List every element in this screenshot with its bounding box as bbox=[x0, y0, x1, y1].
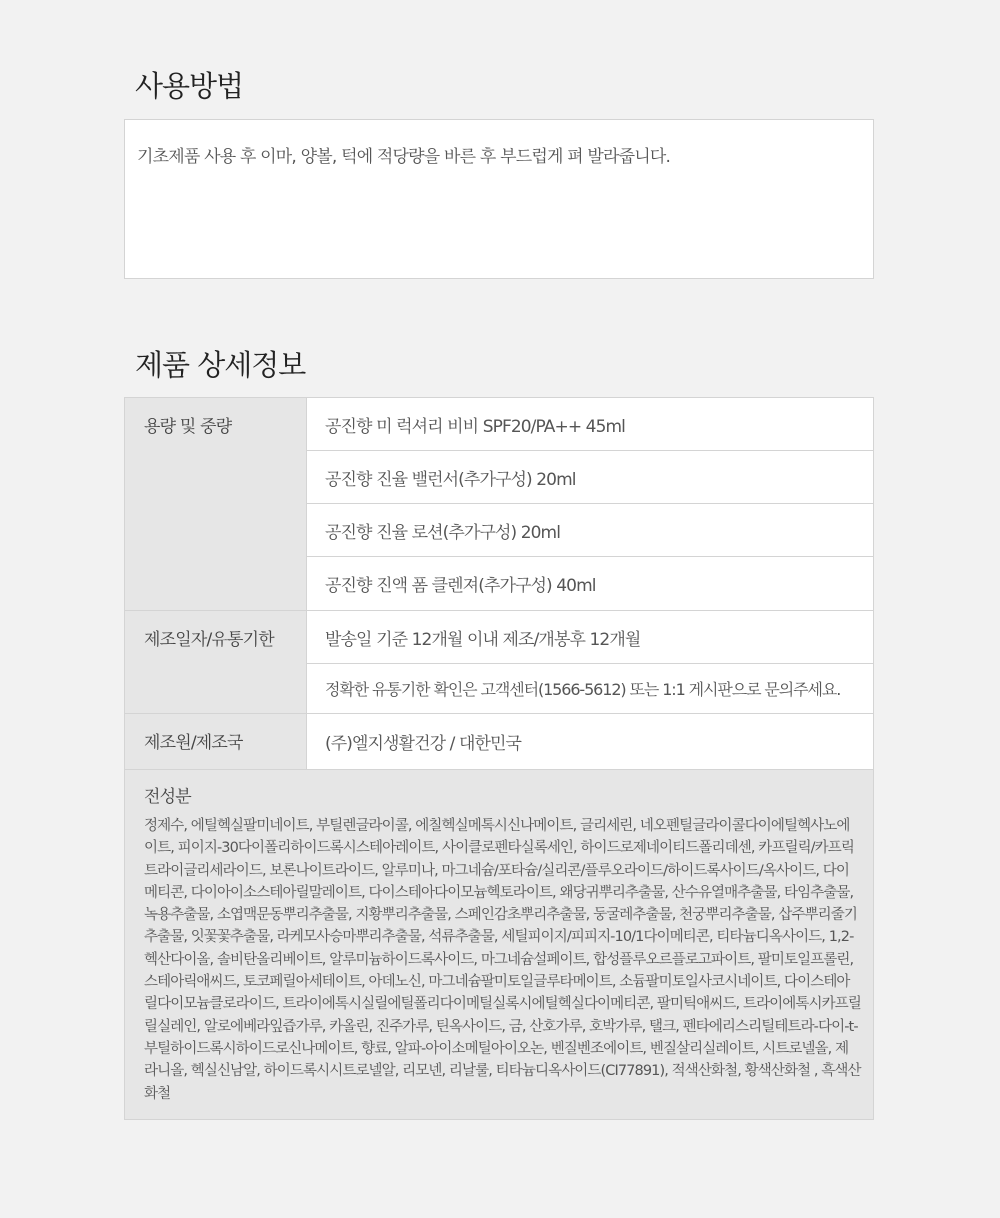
usage-title: 사용방법 bbox=[135, 69, 244, 103]
table-row-manufacturer bbox=[125, 714, 873, 770]
ingredients-section bbox=[125, 770, 873, 1119]
ingredients-title: 전성분 bbox=[144, 787, 191, 807]
value-cell: 발송일 기준 12개월 이내 제조/개봉후 12개월 bbox=[307, 611, 873, 664]
value-cell: 공진향 진율 로션(추가구성) 20ml bbox=[307, 504, 873, 557]
row-values bbox=[307, 714, 873, 769]
table-row-volume bbox=[125, 398, 873, 611]
detail-table bbox=[124, 397, 874, 1120]
usage-box bbox=[124, 119, 874, 279]
value-cell: 공진향 진율 밸런서(추가구성) 20ml bbox=[307, 451, 873, 504]
table-row-expiry bbox=[125, 611, 873, 714]
ingredients-text: 정제수, 에틸헥실팔미네이트, 부틸렌글라이콜, 에칠헥실메톡시신나메이트, 글리세린, 네오펜틸글라이콜다이에틸헥사노에이트, 피이지-30다이폴리하이드록시스테아레이트, 사이클로펜타실록세인, 하이드로제네이티드폴리데센, 카프릴릭/카프릭트라이글리세라이드, 보론나이트라이드, 알루미나, 마그네슘/포타슘/실리콘/플루오라이드/하이드록사이드/옥사이드, 다이메티콘, 다이아이소스테아릴말레이트, 다이스테아다이모늄헥토라이트, 왜당귀뿌리추출물, 산수유열매추출물, 타임추출물, 녹용추출물, 소엽맥문동뿌리추출물, 지황뿌리추출물, 스페인감초뿌리추출물, 둥굴레추출물, 천궁뿌리추출물, 삽주뿌리줄기추출물, 잇꽃꽃추출물, 라케모사승마뿌리추출물, 석류추출물, 세틸피이지/피피지-10/1다이메티콘, 티타늄디옥사이드, 1,2-헥산다이올, 솔비탄올리베이트, 알루미늄하이드록사이드, 마그네슘설페이트, 합성플루오르플로고파이트, 팔미토일프롤린, 스테아릭애씨드, 토코페릴아세테이트, 아데노신, 마그네슘팔미토일글루타메이트, 소듐팔미토일사코시네이트, 다이스테아릴다이모늄클로라이드, 트라이에톡시실릴에틸폴리다이메틸실록시에틸헥실다이메티콘, 팔미틱애씨드, 트라이에톡시카프릴릴실레인, 알로에베라잎즙가루, 카올린, 진주가루, 틴옥사이드, 금, 산호가루, 호박가루, 탤크, 펜타에리스리틸테트라-다이-t-부틸하이드록시하이드로신나메이트, 향료, 알파-아이소메틸아이오논, 벤질벤조에이트, 벤질살리실레이트, 시트로넬올, 제라니올, 헥실신남알, 하이드록시시트로넬알, 리모넨, 리날룰, 티타늄디옥사이드(CI77891), 적색산화철, 황색산화철 , 흑색산화철 bbox=[144, 818, 861, 1102]
row-label: 제조일자/유통기한 bbox=[125, 611, 307, 713]
row-values bbox=[307, 398, 873, 610]
value-cell: 정확한 유통기한 확인은 고객센터(1566-5612) 또는 1:1 게시판으로 문의주세요. bbox=[325, 680, 841, 699]
detail-title: 제품 상세정보 bbox=[135, 348, 306, 382]
row-values bbox=[307, 611, 873, 713]
value-cell: 공진향 미 럭셔리 비비 SPF20/PA++ 45ml bbox=[307, 398, 873, 451]
row-label: 용량 및 중량 bbox=[125, 398, 307, 610]
usage-text: 기초제품 사용 후 이마, 양볼, 턱에 적당량을 바른 후 부드럽게 펴 발라줍니다. bbox=[137, 147, 671, 167]
row-label: 제조원/제조국 bbox=[125, 714, 307, 769]
value-cell: 공진향 진액 폼 클렌져(추가구성) 40ml bbox=[325, 576, 596, 596]
value-cell: (주)엘지생활건강 / 대한민국 bbox=[325, 734, 522, 754]
